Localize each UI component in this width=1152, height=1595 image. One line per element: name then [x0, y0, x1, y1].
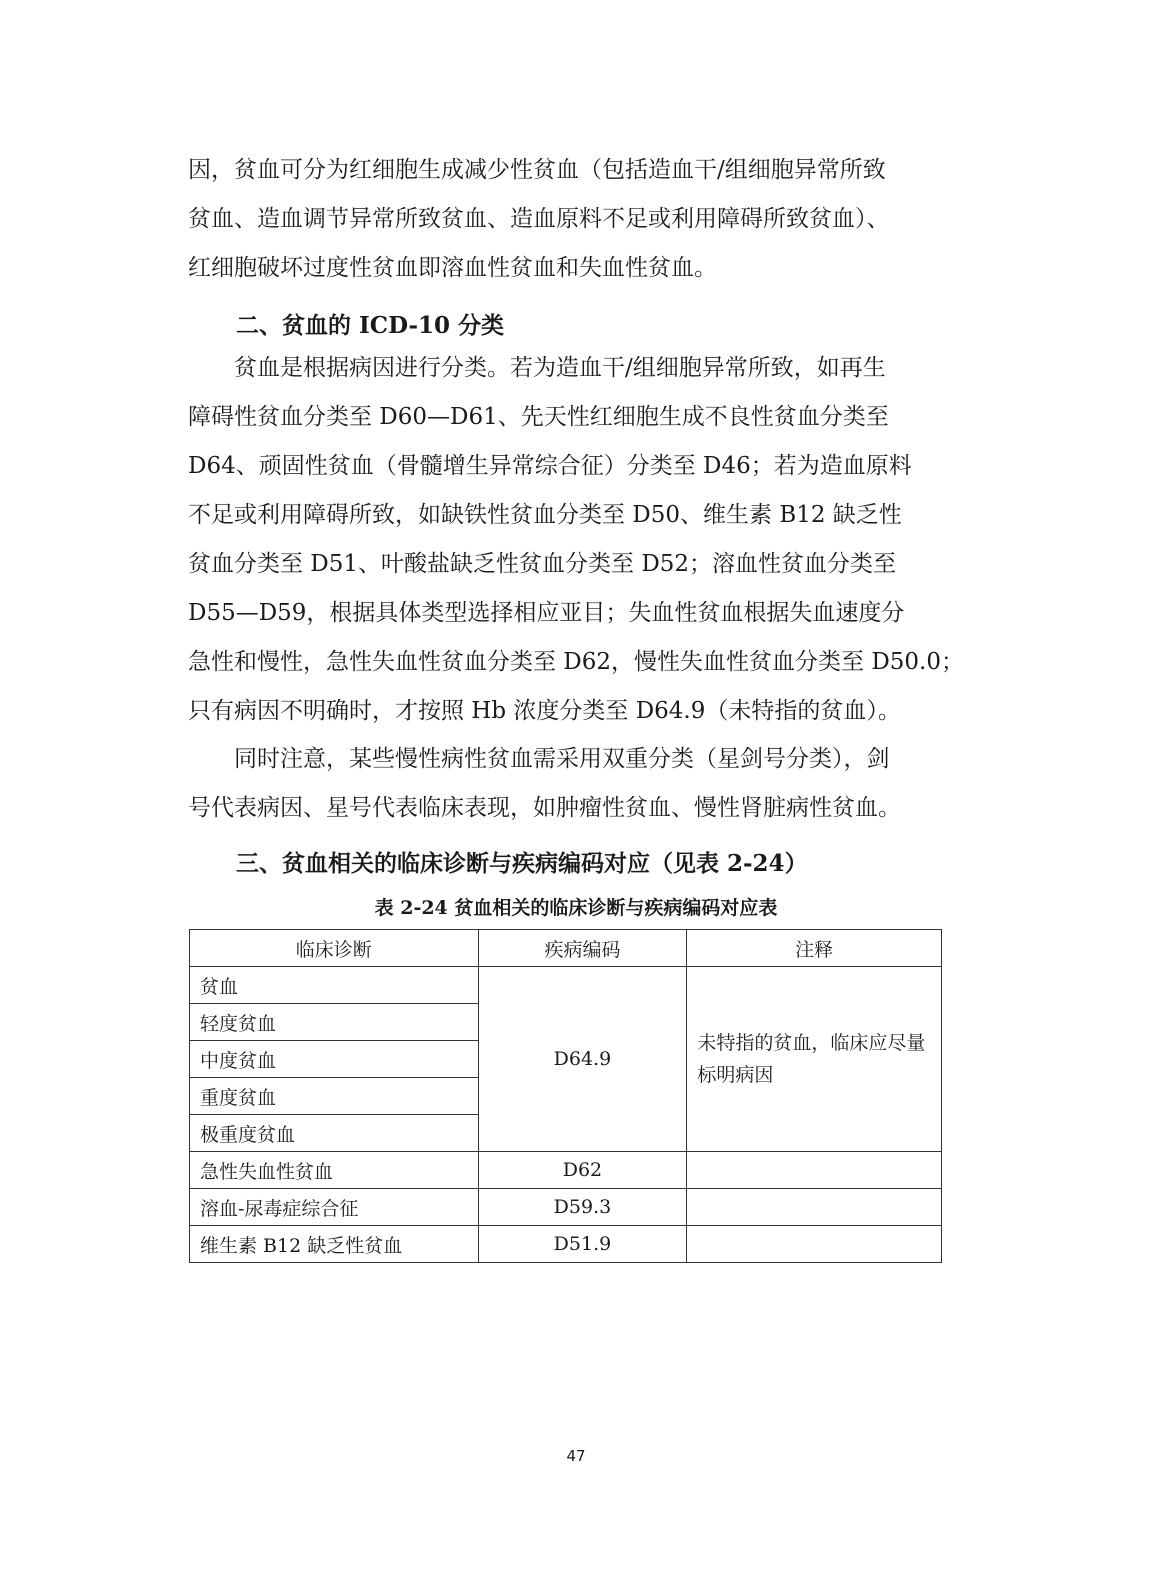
code-cell: D62	[478, 1152, 687, 1189]
text-line: 同时注意，某些慢性病性贫血需采用双重分类（星剑号分类），剑	[188, 746, 890, 772]
text-line: 贫血、造血调节异常所致贫血、造血原料不足或利用障碍所致贫血）、	[188, 206, 890, 232]
table-row	[190, 967, 942, 1004]
note-cell	[687, 1226, 942, 1263]
code-cell: D59.3	[478, 1189, 687, 1226]
text-line: 贫血是根据病因进行分类。若为造血干/组细胞异常所致，如再生	[188, 355, 886, 381]
note-cell	[687, 1189, 942, 1226]
section-heading-icd10: 二、贫血的 ICD-10 分类	[236, 312, 505, 339]
header-diagnosis: 临床诊断	[190, 930, 479, 967]
table-header-row	[190, 930, 942, 967]
paragraph-icd10-classification	[188, 344, 964, 736]
note-cell	[687, 1152, 942, 1189]
paragraph-dual-classification	[188, 735, 948, 833]
text-line: D64、顽固性贫血（骨髓增生异常综合征）分类至 D46；若为造血原料	[188, 453, 912, 479]
note-cell: 未特指的贫血，临床应尽量标明病因	[687, 967, 942, 1152]
text-line: D55—D59，根据具体类型选择相应亚目；失血性贫血根据失血速度分	[188, 600, 905, 626]
diagnosis-cell: 急性失血性贫血	[190, 1152, 479, 1189]
diagnosis-cell: 轻度贫血	[190, 1004, 479, 1041]
diagnosis-cell: 中度贫血	[190, 1041, 479, 1078]
table-row	[190, 1189, 942, 1226]
table-caption: 表 2-24 贫血相关的临床诊断与疾病编码对应表	[374, 897, 778, 919]
header-note: 注释	[687, 930, 942, 967]
paragraph-anemia-types	[188, 146, 948, 293]
section-heading-mapping: 三、贫血相关的临床诊断与疾病编码对应（见表 2-24）	[236, 850, 808, 877]
table-row	[190, 1226, 942, 1263]
text-line: 只有病因不明确时，才按照 Hb 浓度分类至 D64.9（未特指的贫血）。	[188, 698, 901, 724]
text-line: 红细胞破坏过度性贫血即溶血性贫血和失血性贫血。	[188, 255, 717, 281]
diagnosis-cell: 贫血	[190, 967, 479, 1004]
text-line: 障碍性贫血分类至 D60—D61、先天性红细胞生成不良性贫血分类至	[188, 404, 889, 430]
diagnosis-cell: 重度贫血	[190, 1078, 479, 1115]
diagnosis-cell: 维生素 B12 缺乏性贫血	[190, 1226, 479, 1263]
diagnosis-code-table	[189, 929, 942, 1263]
text-line: 因，贫血可分为红细胞生成减少性贫血（包括造血干/组细胞异常所致	[188, 157, 886, 183]
text-line: 号代表病因、星号代表临床表现，如肿瘤性贫血、慢性肾脏病性贫血。	[188, 795, 901, 821]
text-line: 急性和慢性，急性失血性贫血分类至 D62，慢性失血性贫血分类至 D50.0；	[188, 649, 964, 675]
text-line: 贫血分类至 D51、叶酸盐缺乏性贫血分类至 D52；溶血性贫血分类至	[188, 551, 897, 577]
diagnosis-cell: 极重度贫血	[190, 1115, 479, 1152]
table-row	[190, 1152, 942, 1189]
diagnosis-cell: 溶血-尿毒症综合征	[190, 1189, 479, 1226]
code-cell: D51.9	[478, 1226, 687, 1263]
header-code: 疾病编码	[478, 930, 687, 967]
text-line: 不足或利用障碍所致，如缺铁性贫血分类至 D50、维生素 B12 缺乏性	[188, 502, 902, 528]
code-cell: D64.9	[478, 967, 687, 1152]
page-number: 47	[566, 1447, 586, 1465]
